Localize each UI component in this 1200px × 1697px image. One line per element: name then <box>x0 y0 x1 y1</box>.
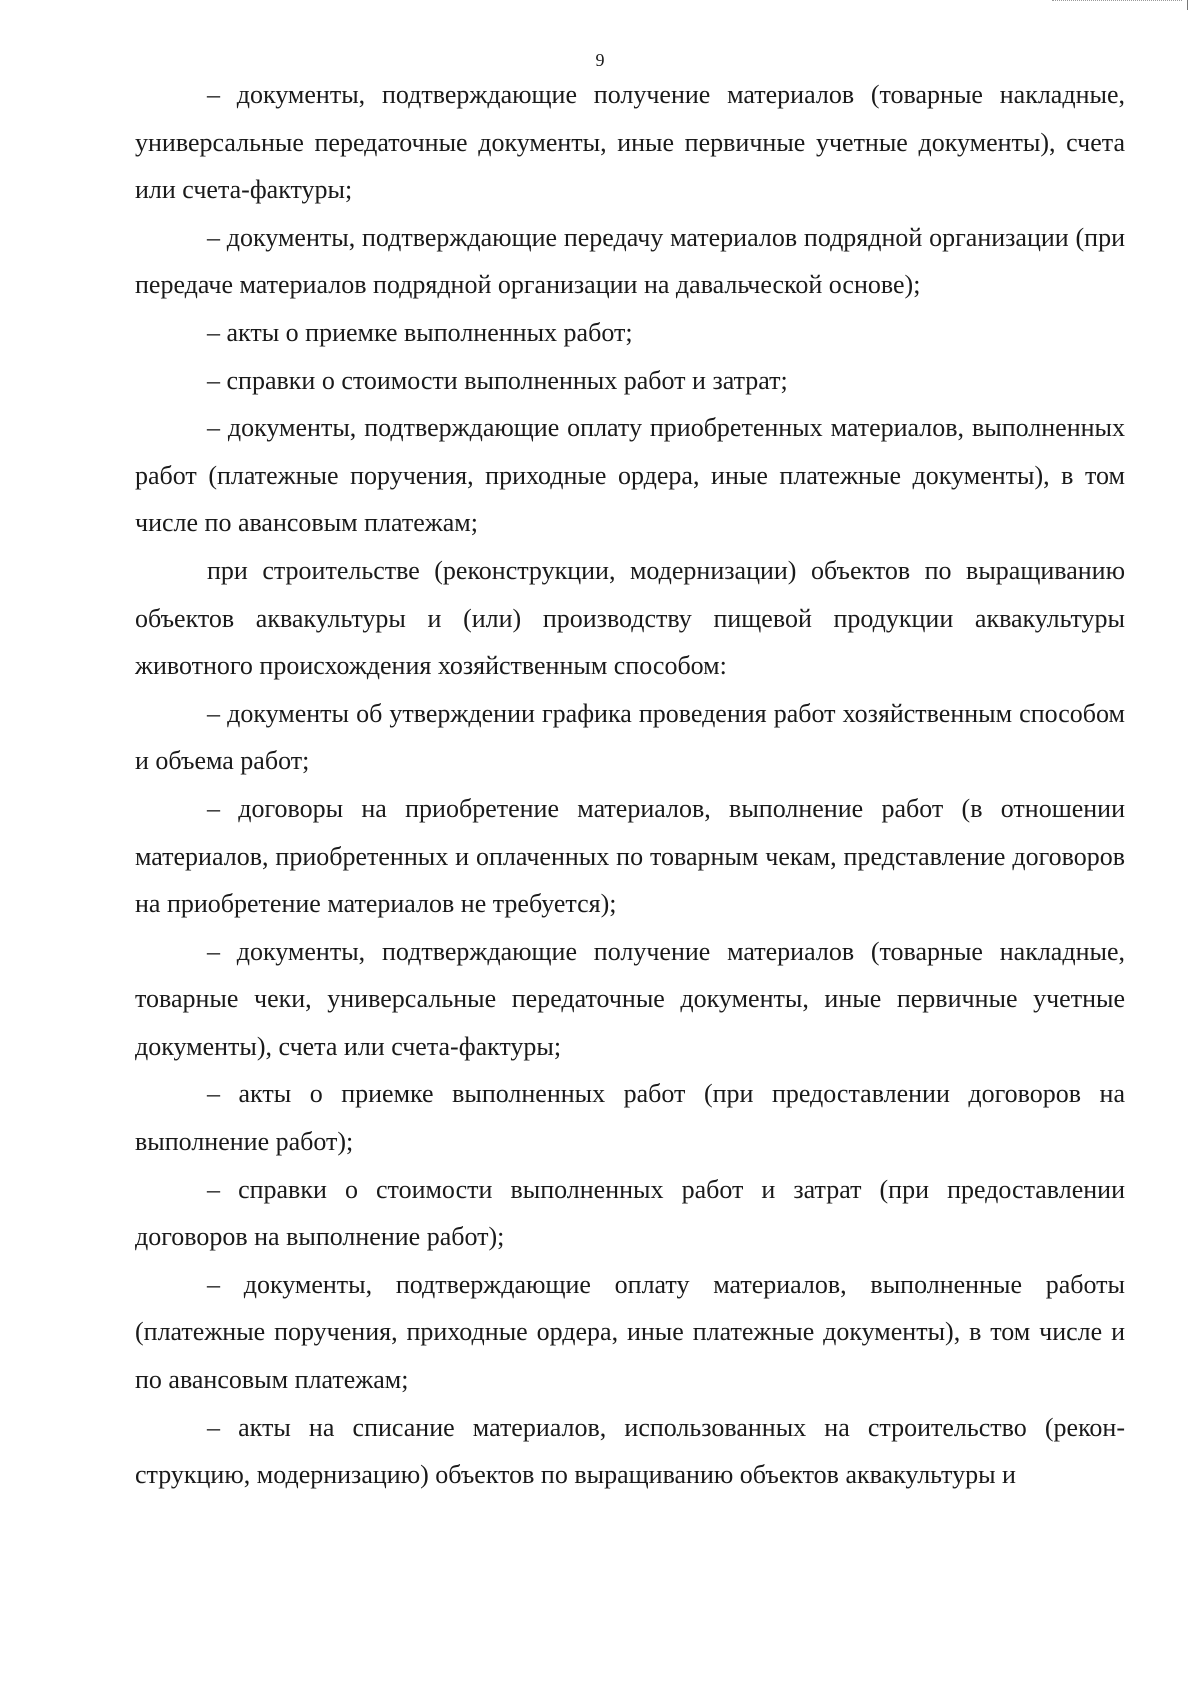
paragraph: – акты на списание материалов, использованных на строительство (реконструкцию, модернизацию) объектов по выращиванию объектов аквакультуры и <box>135 1412 1125 1490</box>
document-body <box>135 71 1125 1499</box>
paragraph: – документы, подтверждающие передачу материалов подрядной организации (при передаче материалов подрядной организации на давальческой основе); <box>135 222 1125 300</box>
paragraph: – документы об утверждении графика проведения работ хозяйственным способом и объема работ; <box>135 698 1125 776</box>
paragraph: – акты о приемке выполненных работ; <box>207 317 633 347</box>
paragraph: – договоры на приобретение материалов, выполнение работ (в отношении материалов, приобретенных и оплаченных по товарным чекам, представление договоров на приобретение материалов не требуется); <box>135 793 1125 919</box>
paragraph: – документы, подтверждающие оплату материалов, выполненные работы (платежные поручения, приходные ордера, иные платежные документы), в том числе и по авансовым платежам; <box>135 1269 1125 1395</box>
paragraph: – документы, подтверждающие получение материалов (товарные накладные, товарные чеки, универсальные передаточные документы, иные первичные учетные документы), счета или счета-фактуры; <box>135 936 1125 1061</box>
paragraph: – справки о стоимости выполненных работ и затрат; <box>207 365 788 395</box>
paragraph: – документы, подтверждающие получение материалов (товарные накладные, универсальные передаточные документы, иные первичные учетные документы), счета или счета-фактуры; <box>135 80 1125 205</box>
paragraph: – акты о приемке выполненных работ (при предоставлении договоров на выполнение работ); <box>135 1079 1125 1157</box>
scan-corner-tick <box>1187 0 1188 10</box>
paragraph: – справки о стоимости выполненных работ и затрат (при предоставлении договоров на выполнение работ); <box>135 1174 1125 1252</box>
page-number: 9 <box>595 50 605 70</box>
paragraph: – документы, подтверждающие оплату приобретенных материалов, выполненных работ (платежные поручения, приходные ордера, иные платежные документы), в том числе по авансовым платежам; <box>135 413 1125 538</box>
paragraph: при строительстве (реконструкции, модернизации) объектов по выращиванию объектов аквакультуры и (или) производству пищевой продукции аквакультуры животного происхождения хозяйственным способом: <box>135 555 1125 681</box>
scan-corner-mark <box>1052 0 1182 7</box>
